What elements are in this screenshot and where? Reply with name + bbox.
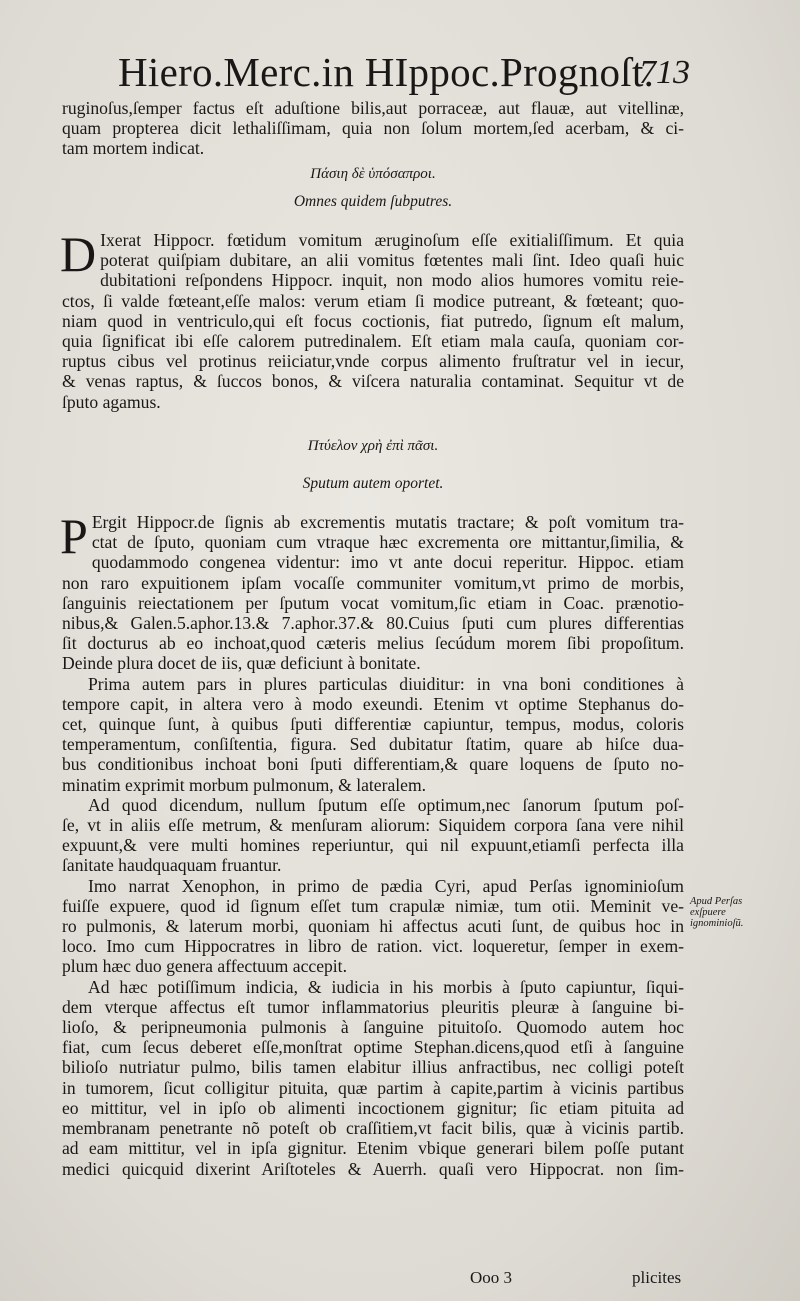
text-line: ſanitate haudquaquam fruantur. — [62, 855, 282, 876]
drop-capital: D — [60, 226, 97, 282]
catchword: plicites — [632, 1268, 682, 1287]
text-line: temperamentum, conſiſtentia, figura. Sed dubitatur ſtatim, quare ab hiſce dua- — [62, 734, 684, 755]
text-line: expuunt,& vere multi homines reperiuntur, qui nil expuunt,etiamſi perfecta illa — [62, 835, 684, 856]
text-line: plum hæc duo genera affectuum accepit. — [62, 956, 347, 977]
text-line: medici quicquid dixerint Ariſtoteles & Auerrh. quaſi vero Hippocrat. non ſim- — [62, 1158, 684, 1179]
text-line: Prima autem pars in plures particulas diuiditur: in vna boni conditiones à — [88, 673, 684, 694]
folio-number: 713 — [639, 54, 690, 91]
text-line: fiat, cum ſecus deberet eſſe,monſtrat optime Stephan.dicens,quod etſi à ſanguine — [62, 1037, 684, 1058]
greek-lemma: Πτύελον χρὴ ἐπὶ πᾶσι. — [307, 438, 439, 454]
text-line: ſputo agamus. — [62, 391, 161, 412]
text-line: quam propterea dicit lethaliſſimam, quia non ſolum mortem,ſed acerbam, & ci- — [62, 118, 684, 139]
text-line: dem vterque affectus eſt tumor inflammatorius pleuritis pleuræ à ſanguine bi- — [62, 996, 684, 1017]
latin-lemma: Omnes quidem ſubputres. — [293, 193, 453, 210]
text-line: Ergit Hippocr.de ſignis ab excrementis mutatis tractare; & poſt vomitum tra- — [91, 512, 684, 532]
text-line: nibus,& Galen.5.aphor.13.& 7.aphor.37.& 80.Cuius ſputi cum plures differentias — [62, 613, 684, 634]
text-line: loco. Imo cum Hippocratres in libro de ration. vict. loqueretur, ſemper in exem- — [62, 936, 684, 957]
text-line: minatim exprimit morbum pulmonum, & lateralem. — [62, 774, 427, 795]
text-line: Ixerat Hippocr. fœtidum vomitum æruginoſum eſſe exitialiſſimum. Et quia — [100, 230, 684, 250]
running-title: Hiero.Merc.in HIppoc.Prognoſt. — [118, 49, 655, 95]
text-line: quia ſignificat ibi eſſe calorem putredinalem. Eſt etiam mala cauſa, quoniam cor- — [62, 331, 684, 352]
text-line: dubitationi reſpondens Hippocr. inquit, non modo alios humores vomitu reie- — [100, 270, 684, 291]
text-line: Ad quod dicendum, nullum ſputum eſſe optimum,nec ſanorum ſputum poſ- — [88, 794, 684, 815]
text-line: lioſo, & peripneumonia pulmonis à ſanguine pituitoſo. Quomodo autem hoc — [62, 1017, 684, 1038]
text-line: membranam penetrante nõ poteſt ob craſſitiem,vt facit bilis, quæ à vicinis partib. — [62, 1118, 684, 1139]
greek-lemma: Πάσιη δὲ ὑπόσαπροι. — [310, 166, 436, 182]
text-line: quodammodo congenea videntur: imo vt ante docui reperitur. Hippoc. etiam — [91, 552, 684, 573]
text-line: ſe, vt in aliis eſſe metrum, & menſuram aliorum: Siquidem corpora ſana vere nihil — [62, 815, 684, 836]
text-line: ro pulmonis, & laterum morbi, quoniam hi affectus acuti ſunt, de quibus hoc in — [62, 916, 684, 937]
text-line: Imo narrat Xenophon, in primo de pædia Cyri, apud Perſas ignominioſum — [88, 875, 684, 896]
text-line: Ad hæc potiſſimum indicia, & iudicia in his morbis à ſputo capiuntur, ſiqui- — [88, 976, 684, 997]
text-line: tam mortem indicat. — [62, 138, 205, 159]
latin-lemma: Sputum autem oportet. — [302, 475, 444, 492]
text-line: non raro expuitionem ipſam vocaſſe communiter vomitum,vt primo de morbis, — [62, 572, 684, 593]
text-line: cet, quinque ſunt, à quibus ſputi differentiæ capiuntur, tempus, modus, coloris — [62, 714, 684, 735]
text-line: & venas raptus, & ſuccos bonos, & viſcera naturalia contaminat. Sequitur vt de — [62, 371, 684, 392]
text-line: niam quod in ventriculo,qui eſt focus coctionis, fiat putredo, ſignum eſt malum, — [62, 310, 684, 331]
paragraph-1 — [60, 226, 684, 412]
text-line: in tumorem, ſicut colligitur pituita, quæ partim à capite,partim à vicinis partibus — [62, 1077, 684, 1098]
text-line: ruptus cibus vel protinus reiiciatur,vnde corpus alimento fruſtratur vel in iecur, — [62, 351, 684, 372]
text-line: ctos, ſi valde fœteant,eſſe malos: verum etiam ſi modice putreant, & fœteant; quo- — [62, 290, 684, 311]
text-line: eo mittitur, vel in ipſo ob alimenti incoctionem gignitur; ſic etiam pituita ad — [62, 1097, 684, 1118]
text-line: ad eam mittitur, vel in ipſa gignitur. Etenim vbique generari bilem poſſe putant — [62, 1138, 684, 1159]
text-line: bus conditionibus inchoat boni ſputi differentiam,& quare loquens de ſputo no- — [62, 754, 684, 775]
page-header — [110, 48, 690, 98]
text-line: ſit docturus ab eo inchoat,quod cæteris melius ſecúdum morem ſibi propoſitum. — [62, 633, 684, 654]
paragraph-2 — [60, 508, 684, 1179]
text-line: ruginoſus,ſemper factus eſt aduſtione bilis,aut porraceæ, aut flauæ, aut vitellinæ, — [62, 98, 684, 118]
marginal-note: Apud Perſas exſpuere ignominioſũ. — [690, 896, 744, 929]
text-line: ctat de ſputo, quoniam cum vtraque hæc excrementa ore mittantur,ſimilia, & — [91, 532, 684, 553]
text-line: tempore capit, in altera vero à modo exeundi. Etenim vt optime Stephanus do- — [62, 693, 684, 714]
text-line: poterat quiſpiam dubitare, an alii vomitus fœtentes mali ſint. Ideo quaſi huic — [100, 250, 684, 271]
signature-mark: Ooo 3 — [470, 1268, 513, 1287]
text-line: Deinde plura docet de iis, quæ deficiunt à bonitate. — [62, 653, 421, 674]
text-line: ſanguinis reiectationem per ſputum vocat vomitum,ſic etiam in Coac. prænotio- — [62, 592, 684, 613]
text-line: fuiſſe expuere, quod id ſignum eſſet tum crapulæ nimiæ, tum otii. Meminit ve- — [62, 895, 684, 916]
intro-paragraph — [62, 98, 684, 159]
drop-capital: P — [60, 508, 88, 564]
text-line: bilioſo nutriatur pulmo, bilis tamen elabitur illius anfractibus, nec colligi poteſt — [62, 1057, 684, 1078]
